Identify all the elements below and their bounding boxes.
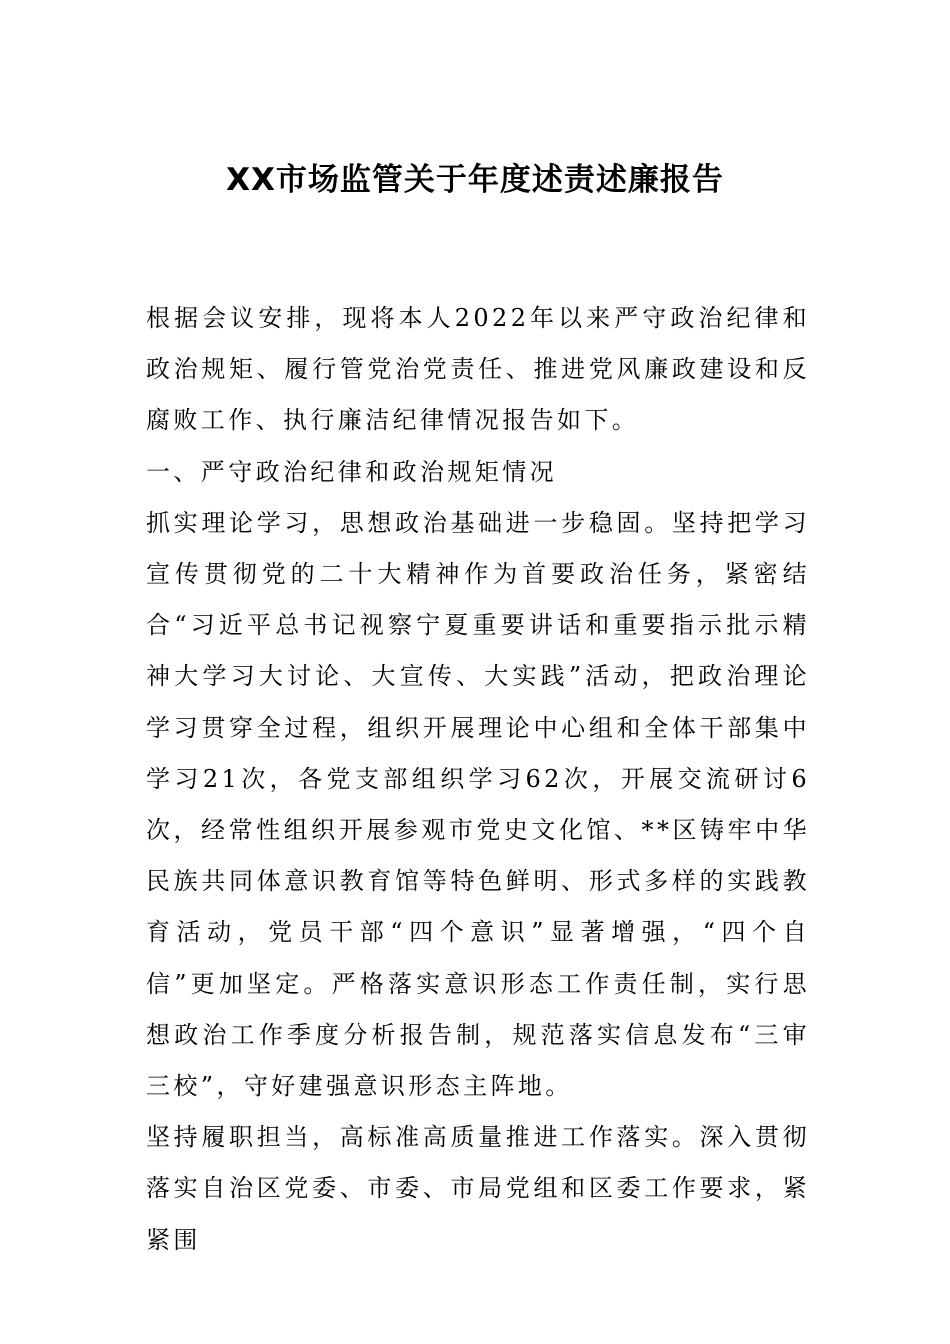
document-body bbox=[146, 293, 810, 1266]
intro-paragraph: 根据会议安排，现将本人2022年以来严守政治纪律和政治规矩、履行管党治党责任、推进党风廉政建设和反腐败工作、执行廉洁纪律情况报告如下。 bbox=[146, 304, 810, 435]
body-paragraph: 坚持履职担当，高标准高质量推进工作落实。深入贯彻落实自治区党委、市委、市局党组和区委工作要求，紧紧围 bbox=[146, 1123, 810, 1254]
section-heading: 一、严守政治纪律和政治规矩情况 bbox=[146, 457, 557, 486]
document-title: XX市场监管关于年度述责述廉报告 bbox=[226, 162, 724, 198]
body-paragraph: 抓实理论学习，思想政治基础进一步稳固。坚持把学习宣传贯彻党的二十大精神作为首要政治任务，紧密结合“习近平总书记视察宁夏重要讲话和重要指示批示精神大学习大讨论、大宣传、大实践”活动，把政治理论学习贯穿全过程，组织开展理论中心组和全体干部集中学习21次，各党支部组织学习62次，开展交流研讨6次，经常性组织开展参观市党史文化馆、**区铸牢中华民族共同体意识教育馆等特色鲜明、形式多样的实践教育活动，党员干部“四个意识”显著增强，“四个自信”更加坚定。严格落实意识形态工作责任制，实行思想政治工作季度分析报告制，规范落实信息发布“三审三校”，守好建强意识形态主阵地。 bbox=[146, 508, 810, 1101]
